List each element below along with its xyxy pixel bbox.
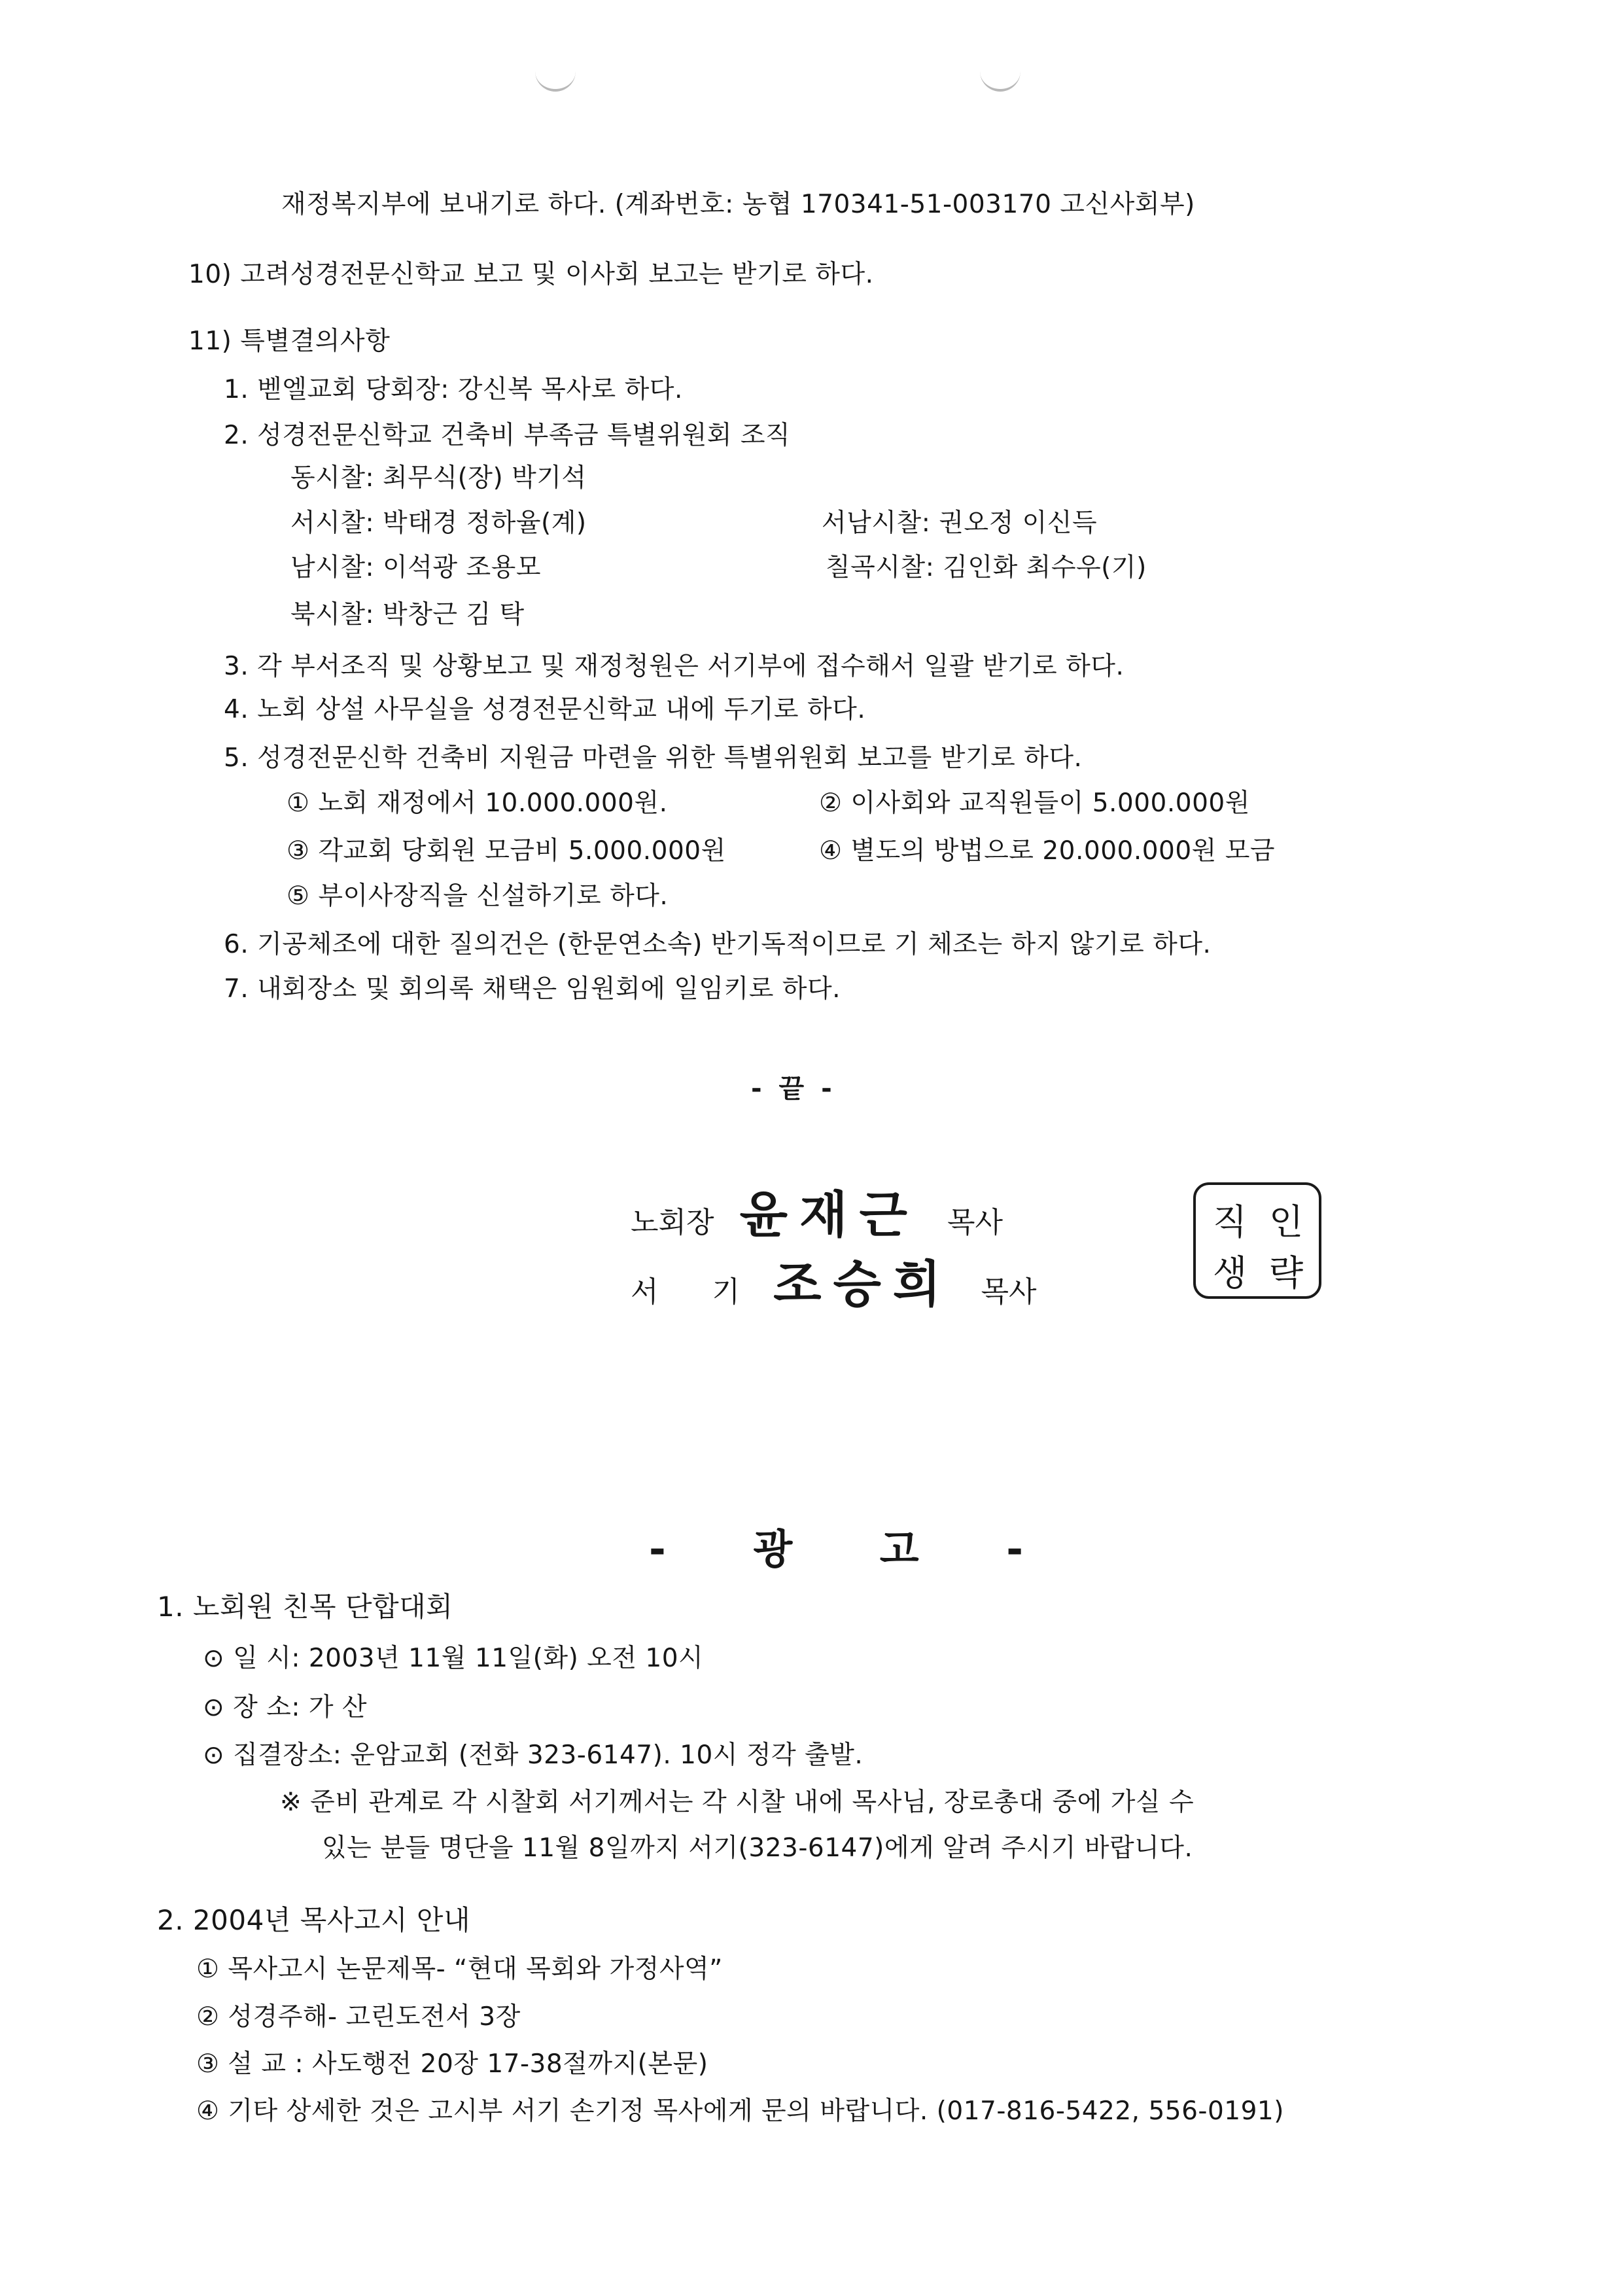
- clerk-role: 서 기: [631, 1275, 762, 1309]
- fund-item-3: ③ 각교회 당회원 모금비 5.000.000원: [287, 836, 726, 866]
- ad-item-1-note-2: 있는 분들 명단을 11월 8일까지 서기(323-6147)에게 알려 주시기 바랍니다.: [322, 1833, 1193, 1863]
- ad-item-2-contact: ④ 기타 상세한 것은 고시부 서기 손기정 목사에게 문의 바랍니다. (017-816-5422, 556-0191): [196, 2096, 1284, 2126]
- resolution-7: 7. 내회장소 및 회의록 채택은 임원회에 일임키로 하다.: [224, 974, 841, 1004]
- resolution-3: 3. 각 부서조직 및 상황보고 및 재정청원은 서기부에 접수해서 일괄 받기로 하다.: [224, 652, 1125, 681]
- committee-west: 서시찰: 박태경 정하율(계): [290, 508, 587, 538]
- end-mark: - 끝 -: [751, 1074, 836, 1104]
- resolution-6: 6. 기공체조에 대한 질의건은 (한문연소속) 반기독적이므로 기 체조는 하지 않기로 하다.: [224, 930, 1212, 959]
- signature-row-clerk: [631, 1245, 1036, 1316]
- clerk-name: 조승희: [773, 1255, 953, 1313]
- seal-char-4: 략: [1269, 1252, 1304, 1294]
- moderator-role: 노회장: [631, 1206, 714, 1239]
- seal-char-2: 인: [1269, 1201, 1304, 1243]
- resolution-5: 5. 성경전문신학 건축비 지원금 마련을 위한 특별위원회 보고를 받기로 하다.: [224, 743, 1083, 773]
- ad-item-2-sermon: ③ 설 교 : 사도행전 20장 17-38절까지(본문): [196, 2049, 708, 2079]
- resolution-4: 4. 노회 상설 사무실을 성경전문신학교 내에 두기로 하다.: [224, 695, 866, 724]
- committee-chilgok: 칠곡시찰: 김인화 최수우(기): [826, 553, 1147, 582]
- ad-item-1-place: ⊙ 장 소: 가 산: [203, 1693, 368, 1722]
- clerk-title: 목사: [981, 1275, 1037, 1309]
- punch-hole-left: [535, 71, 576, 92]
- ad-item-1-heading: 1. 노회원 친목 단합대회: [157, 1591, 453, 1623]
- committee-south: 남시찰: 이석광 조용모: [290, 553, 541, 582]
- ad-item-1-note-1: ※ 준비 관계로 각 시찰회 서기께서는 각 시찰 내에 목사님, 장로총대 중에 가실 수: [280, 1788, 1195, 1817]
- committee-southwest: 서남시찰: 권오정 이신득: [822, 508, 1098, 538]
- ad-item-1-date: ⊙ 일 시: 2003년 11월 11일(화) 오전 10시: [203, 1644, 704, 1673]
- fund-item-5: ⑤ 부이사장직을 신설하기로 하다.: [287, 881, 669, 911]
- fund-item-4: ④ 별도의 방법으로 20.000.000원 모금: [819, 836, 1276, 866]
- seal-stamp: [1193, 1182, 1321, 1299]
- minutes-item-11-heading: 11) 특별결의사항: [188, 327, 391, 356]
- fund-item-2: ② 이사회와 교직원들이 5.000.000원: [819, 788, 1250, 818]
- committee-north: 북시찰: 박창근 김 탁: [290, 600, 525, 629]
- seal-char-3: 생: [1213, 1252, 1248, 1294]
- ad-item-2-heading: 2. 2004년 목사고시 안내: [157, 1904, 471, 1936]
- resolution-2: 2. 성경전문신학교 건축비 부족금 특별위원회 조직: [224, 421, 791, 450]
- fund-item-1: ① 노회 재정에서 10.000.000원.: [287, 788, 668, 818]
- moderator-name: 윤재근: [739, 1186, 919, 1244]
- minutes-line-account: 재정복지부에 보내기로 하다. (계좌번호: 농협 170341-51-003170 고신사회부): [281, 190, 1195, 219]
- signature-row-moderator: [631, 1175, 1003, 1246]
- ad-item-1-meeting-place: ⊙ 집결장소: 운암교회 (전화 323-6147). 10시 정각 출발.: [203, 1740, 864, 1770]
- committee-east: 동시찰: 최무식(장) 박기석: [290, 463, 587, 493]
- resolution-1: 1. 벧엘교회 당회장: 강신복 목사로 하다.: [224, 375, 683, 404]
- ad-item-2-thesis: ① 목사고시 논문제목- “현대 목회와 가정사역”: [196, 1954, 723, 1984]
- ad-title: - 광 고 -: [649, 1525, 1060, 1573]
- punch-hole-right: [980, 71, 1021, 92]
- ad-item-2-exegesis: ② 성경주해- 고린도전서 3장: [196, 2002, 521, 2032]
- minutes-item-10: 10) 고려성경전문신학교 보고 및 이사회 보고는 받기로 하다.: [188, 260, 874, 289]
- seal-char-1: 직: [1213, 1201, 1248, 1243]
- moderator-title: 목사: [947, 1206, 1003, 1239]
